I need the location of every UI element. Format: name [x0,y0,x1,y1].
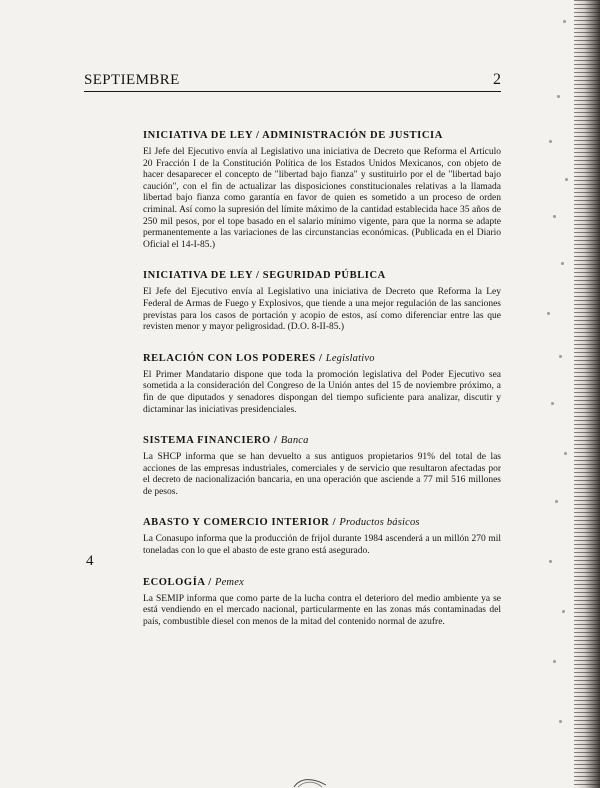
heading-subtopic: Banca [280,435,309,447]
scan-binding-edge [574,0,600,788]
heading-subtopic: Legislativo [325,352,375,364]
heading-subtopic: Pemex [214,576,244,588]
section-heading [143,130,501,141]
page-number: 2 [493,71,501,88]
binding-specks [544,0,574,788]
section-heading [143,577,501,588]
section-body: El Jefe del Ejecutivo envía al Legislativo una iniciativa de Decreto que Reforma la Ley Federal de Armas de Fuego y Explosivos, que tiende a una mejor regulación de las sanciones previstas para los casos de portación y acopio de estos, así como diferenciar entre las que revisten menor y mayor peligrosidad. (D.O. 8-II-85.) [143,287,501,333]
section-seguridad [143,270,501,333]
section-body: La SEMIP informa que como parte de la lucha contra el deterioro del medio ambiente ya se está vendiendo en el mercado nacional, particularmente en las zonas más contaminadas del país, combustible diesel con menos de la mitad del contenido normal de azufre. [143,593,501,627]
section-body: El Jefe del Ejecutivo envía al Legislativo una iniciativa de Decreto que Reforma el Artículo 20 Fracción I de la Constitución Política de los Estados Unidos Mexicanos, con objeto de hacer desaparecer el concepto de "libertad bajo fianza" y sustituirlo por el de "libertad bajo caución", con el fin de actualizar las disposiciones constitucionales relativas a la llamada libertad bajo fianza como garantía en favor de quien es sometido a un proceso de orden criminal. Así como la supresión del límite máximo de la cantidad establecida hace 35 años de 250 mil pesos, por el tope basado en el salario mínimo vigente, para que la norma se adapte permanentemente a las variaciones de las circunstancias económicas. (Publicada en el Diario Oficial el 14-I-85.) [143,147,501,250]
heading-text: ECOLOGÍA / [143,576,215,588]
section-body: El Primer Mandatario dispone que toda la promoción legislativa del Poder Ejecutivo sea sometida a la consideración del Congreso de la Unión antes del 15 de noviembre próximo, a fin de que diputados y senadores dispongan del tiempo suficiente para analizar, discutir y dictaminar las iniciativas presidenciales. [143,369,501,415]
section-heading [143,270,501,281]
section-heading [143,353,501,364]
section-abasto [143,517,501,557]
heading-text: RELACIÓN CON LOS PODERES / [143,352,326,364]
heading-text: INICIATIVA DE LEY / SEGURIDAD PÚBLICA [143,270,386,282]
day-marker: 4 [86,553,94,569]
section-justicia [143,130,501,251]
section-body: La SHCP informa que se han devuelto a sus antiguos propietarios 91% del total de las acciones de las empresas industriales, comerciales y de servicio que resultaron afectadas por el decreto de nacionalización bancaria, en una operación que asciende a 77 mil 516 millones de pesos. [143,452,501,497]
scan-mark-icon [292,776,328,788]
page-header [84,71,501,92]
section-financiero [143,435,501,498]
section-body: La Conasupo informa que la producción de frijol durante 1984 ascenderá a un millón 270 mil toneladas con lo que el abasto de este grano está asegurado. [143,534,501,557]
heading-subtopic: Productos básicos [339,517,420,529]
section-heading [143,435,501,446]
heading-text: ABASTO Y COMERCIO INTERIOR / [143,517,340,529]
heading-text: INICIATIVA DE LEY / ADMINISTRACIÓN DE JUSTICIA [143,130,443,141]
section-heading [143,517,501,528]
heading-text: SISTEMA FINANCIERO / [143,435,281,447]
month-title: SEPTIEMBRE [84,72,180,88]
section-poderes [143,353,501,416]
content-column [143,130,501,647]
section-ecologia [143,577,501,629]
